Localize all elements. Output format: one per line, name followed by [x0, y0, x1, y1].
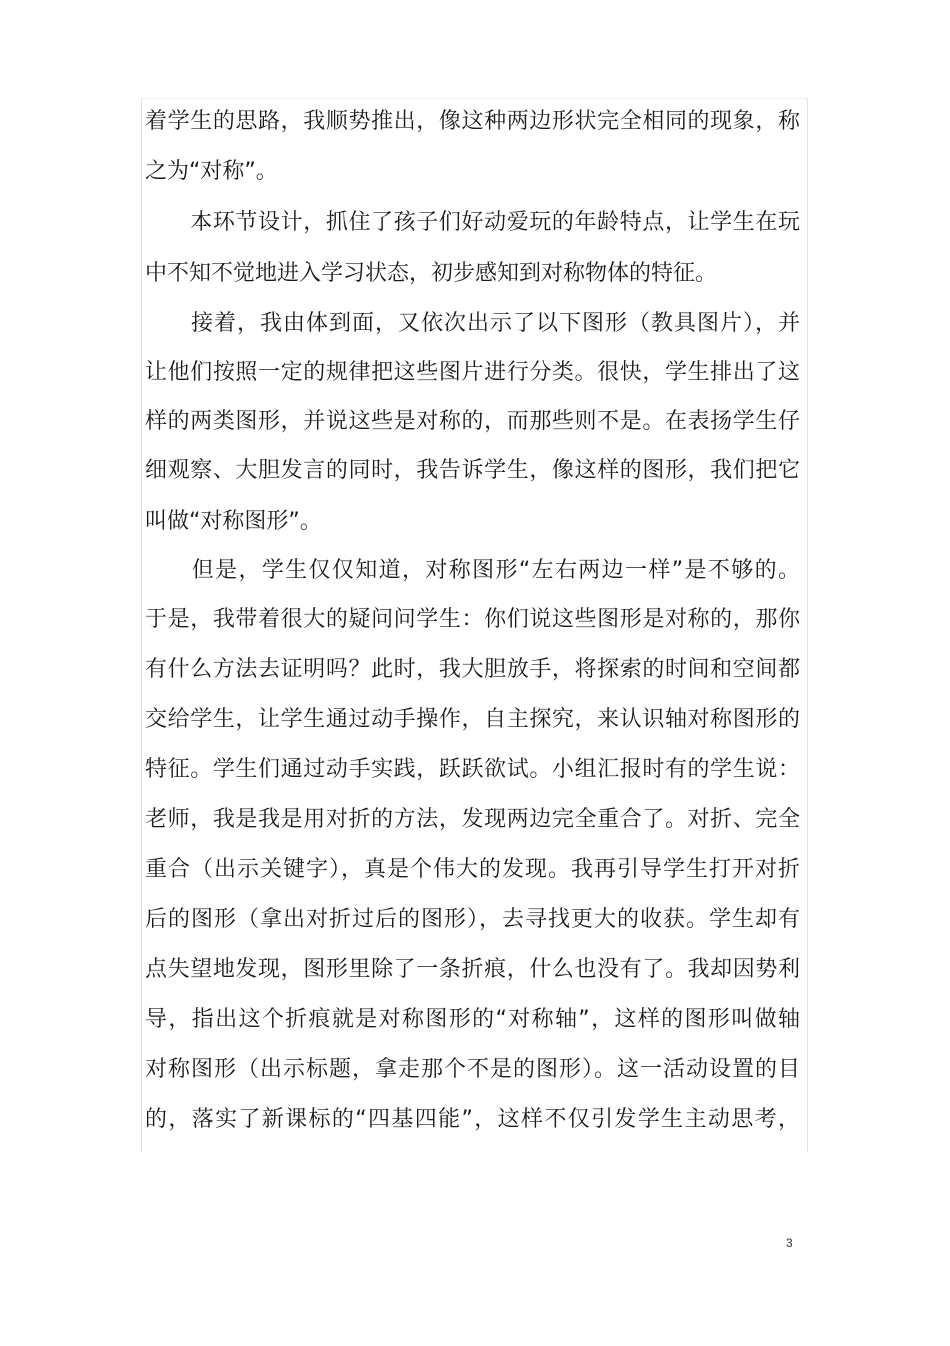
body-line-8: 细观察、大胆发言的同时，我告诉学生，像这样的图形，我们把它	[145, 458, 800, 483]
body-line-2: 之为“对称”。	[145, 159, 278, 184]
page-number: 3	[786, 1236, 793, 1250]
body-line-11: 于是，我带着很大的疑问问学生：你们说这些图形是对称的，那你	[145, 607, 800, 632]
body-line-1: 着学生的思路，我顺势推出，像这种两边形状完全相同的现象，称	[145, 109, 800, 134]
body-line-4: 中不知不觉地进入学习状态，初步感知到对称物体的特征。	[145, 261, 718, 286]
body-line-3: 本环节设计，抓住了孩子们好动爱玩的年龄特点，让学生在玩	[145, 210, 800, 235]
body-line-21: 的，落实了新课标的“四基四能”，这样不仅引发学生主动思考，	[145, 1107, 800, 1132]
body-line-14: 特征。学生们通过动手实践，跃跃欲试。小组汇报时有的学生说：	[145, 757, 800, 782]
body-line-16: 重合（出示关键字），真是个伟大的发现。我再引导学生打开对折	[145, 857, 800, 882]
body-line-5: 接着，我由体到面，又依次出示了以下图形（教具图片），并	[145, 311, 800, 336]
body-line-18: 点失望地发现，图形里除了一条折痕，什么也没有了。我却因势利	[145, 957, 800, 982]
body-line-7: 样的两类图形，并说这些是对称的，而那些则不是。在表扬学生仔	[145, 409, 800, 434]
body-line-17: 后的图形（拿出对折过后的图形），去寻找更大的收获。学生却有	[145, 907, 800, 932]
body-line-9: 叫做“对称图形”。	[145, 509, 322, 534]
body-line-13: 交给学生，让学生通过动手操作，自主探究，来认识轴对称图形的	[145, 707, 800, 732]
body-line-12: 有什么方法去证明吗？此时，我大胆放手，将探索的时间和空间都	[145, 657, 800, 682]
body-line-19: 导，指出这个折痕就是对称图形的“对称轴”，这样的图形叫做轴	[145, 1007, 800, 1032]
body-line-20: 对称图形（出示标题，拿走那个不是的图形）。这一活动设置的目	[145, 1057, 800, 1082]
body-line-10: 但是，学生仅仅知道，对称图形“左右两边一样”是不够的。	[145, 558, 800, 583]
body-line-6: 让他们按照一定的规律把这些图片进行分类。很快，学生排出了这	[145, 360, 800, 385]
body-line-15: 老师，我是我是用对折的方法，发现两边完全重合了。对折、完全	[145, 807, 800, 832]
